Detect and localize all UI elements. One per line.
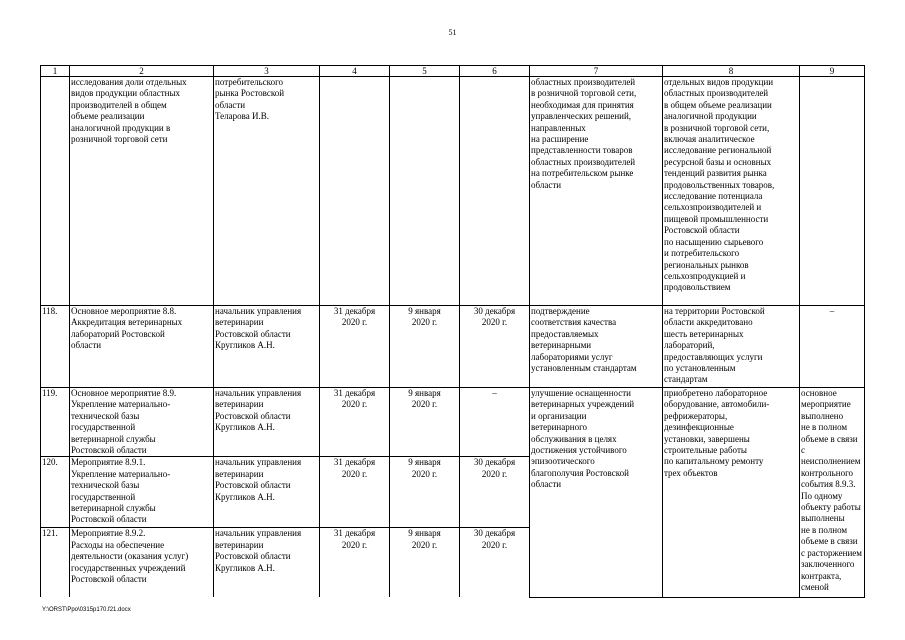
responsible-executor: начальник управления ветеринарии Ростовской области Кругликов А.Н. [214,388,320,457]
actual-start-date [390,77,460,306]
actual-end-date: 30 декабря 2020 г. [460,306,530,388]
row-number: 120. [41,457,70,528]
header-col-1: 1 [41,66,70,77]
expected-result: подтверждение соответствия качества предоставляемых ветеринарными лабораториями услуг установленным стандартам [530,306,663,388]
event-name: Основное мероприятие 8.8. Аккредитация ветеринарных лабораторий Ростовской области [70,306,214,388]
achieved-result: отдельных видов продукции областных производителей в общем объеме реализации аналогичной продукции в розничной торговой сети, включая аналитическое исследование региональной ресурсной базы и основных тенденций развития рынка продовольственных товаров, исследование потенциала сельхозпроизводителей и пищевой промышленности Ростовской области по насыщению сырьевого и потребительского региональных рынков сельхозпродукцией и продовольствием [663,77,800,306]
responsible-executor: начальник управления ветеринарии Ростовской области Кругликов А.Н. [214,306,320,388]
header-col-8: 8 [663,66,800,77]
event-name: Мероприятие 8.9.2. Расходы на обеспечение деятельности (оказания услуг) государственных учреждений Ростовской области [70,528,214,598]
event-name: исследования доли отдельных видов продукции областных производителей в общем объеме реализации аналогичной продукции в розничной торговой сети [70,77,214,306]
table-row [41,388,865,457]
row-number: 118. [41,306,70,388]
header-col-4: 4 [320,66,390,77]
event-name: Основное мероприятие 8.9. Укрепление материально- технической базы государственной ветеринарной службы Ростовской области [70,388,214,457]
actual-start-date: 9 января 2020 г. [390,528,460,598]
actual-end-date: – [460,388,530,457]
event-name: Мероприятие 8.9.1. Укрепление материально- технической базы государственной ветеринарной службы Ростовской области [70,457,214,528]
header-col-3: 3 [214,66,320,77]
merged-achieved-result: приобретено лабораторное оборудование, автомобили- рефрижераторы, дезинфекционные установки, завершены строительные работы по капитальному ремонту трех объектов [663,388,800,598]
responsible-executor: потребительского рынка Ростовской области Теларова И.В. [214,77,320,306]
merged-expected-result: улучшение оснащенности ветеринарных учреждений и организации ветеринарного обслуживания в целях достижения устойчивого эпизоотического благополучия Ростовской области [530,388,663,598]
header-col-5: 5 [390,66,460,77]
actual-end-date: 30 декабря 2020 г. [460,528,530,598]
planned-end-date: 31 декабря 2020 г. [320,528,390,598]
row-number: 119. [41,388,70,457]
file-path-footer: Y:\ORST\Ppo\0315p170.f21.docx [42,607,131,613]
report-table [40,65,865,598]
planned-end-date: 31 декабря 2020 г. [320,388,390,457]
table-row [41,306,865,388]
problems-cell: – [800,306,865,388]
planned-end-date: 31 декабря 2020 г. [320,306,390,388]
achieved-result: на территории Ростовской области аккредитовано шесть ветеринарных лабораторий, предоставляющих услуги по установленным стандартам [663,306,800,388]
page-number: 51 [448,28,457,37]
actual-end-date [460,77,530,306]
header-row [41,66,865,77]
header-col-7: 7 [530,66,663,77]
planned-end-date [320,77,390,306]
problems-cell [800,77,865,306]
expected-result: областных производителей в розничной торговой сети, необходимая для принятия управленческих решений, направленных на расширение представленности товаров областных производителей на потребительском рынке области [530,77,663,306]
header-col-2: 2 [70,66,214,77]
header-col-9: 9 [800,66,865,77]
row-number [41,77,70,306]
planned-end-date: 31 декабря 2020 г. [320,457,390,528]
responsible-executor: начальник управления ветеринарии Ростовской области Кругликов А.Н. [214,528,320,598]
actual-start-date: 9 января 2020 г. [390,457,460,528]
row-number: 121. [41,528,70,598]
merged-problems-cell: основное мероприятие выполнено не в полном объеме в связи с неисполнением контрольного события 8.9.3. По одному объекту работы выполнены не в полном объеме в связи с расторжением заключенного контракта, сменой [800,388,865,598]
actual-end-date: 30 декабря 2020 г. [460,457,530,528]
actual-start-date: 9 января 2020 г. [390,388,460,457]
actual-start-date: 9 января 2020 г. [390,306,460,388]
responsible-executor: начальник управления ветеринарии Ростовской области Кругликов А.Н. [214,457,320,528]
table-row [41,77,865,306]
header-col-6: 6 [460,66,530,77]
